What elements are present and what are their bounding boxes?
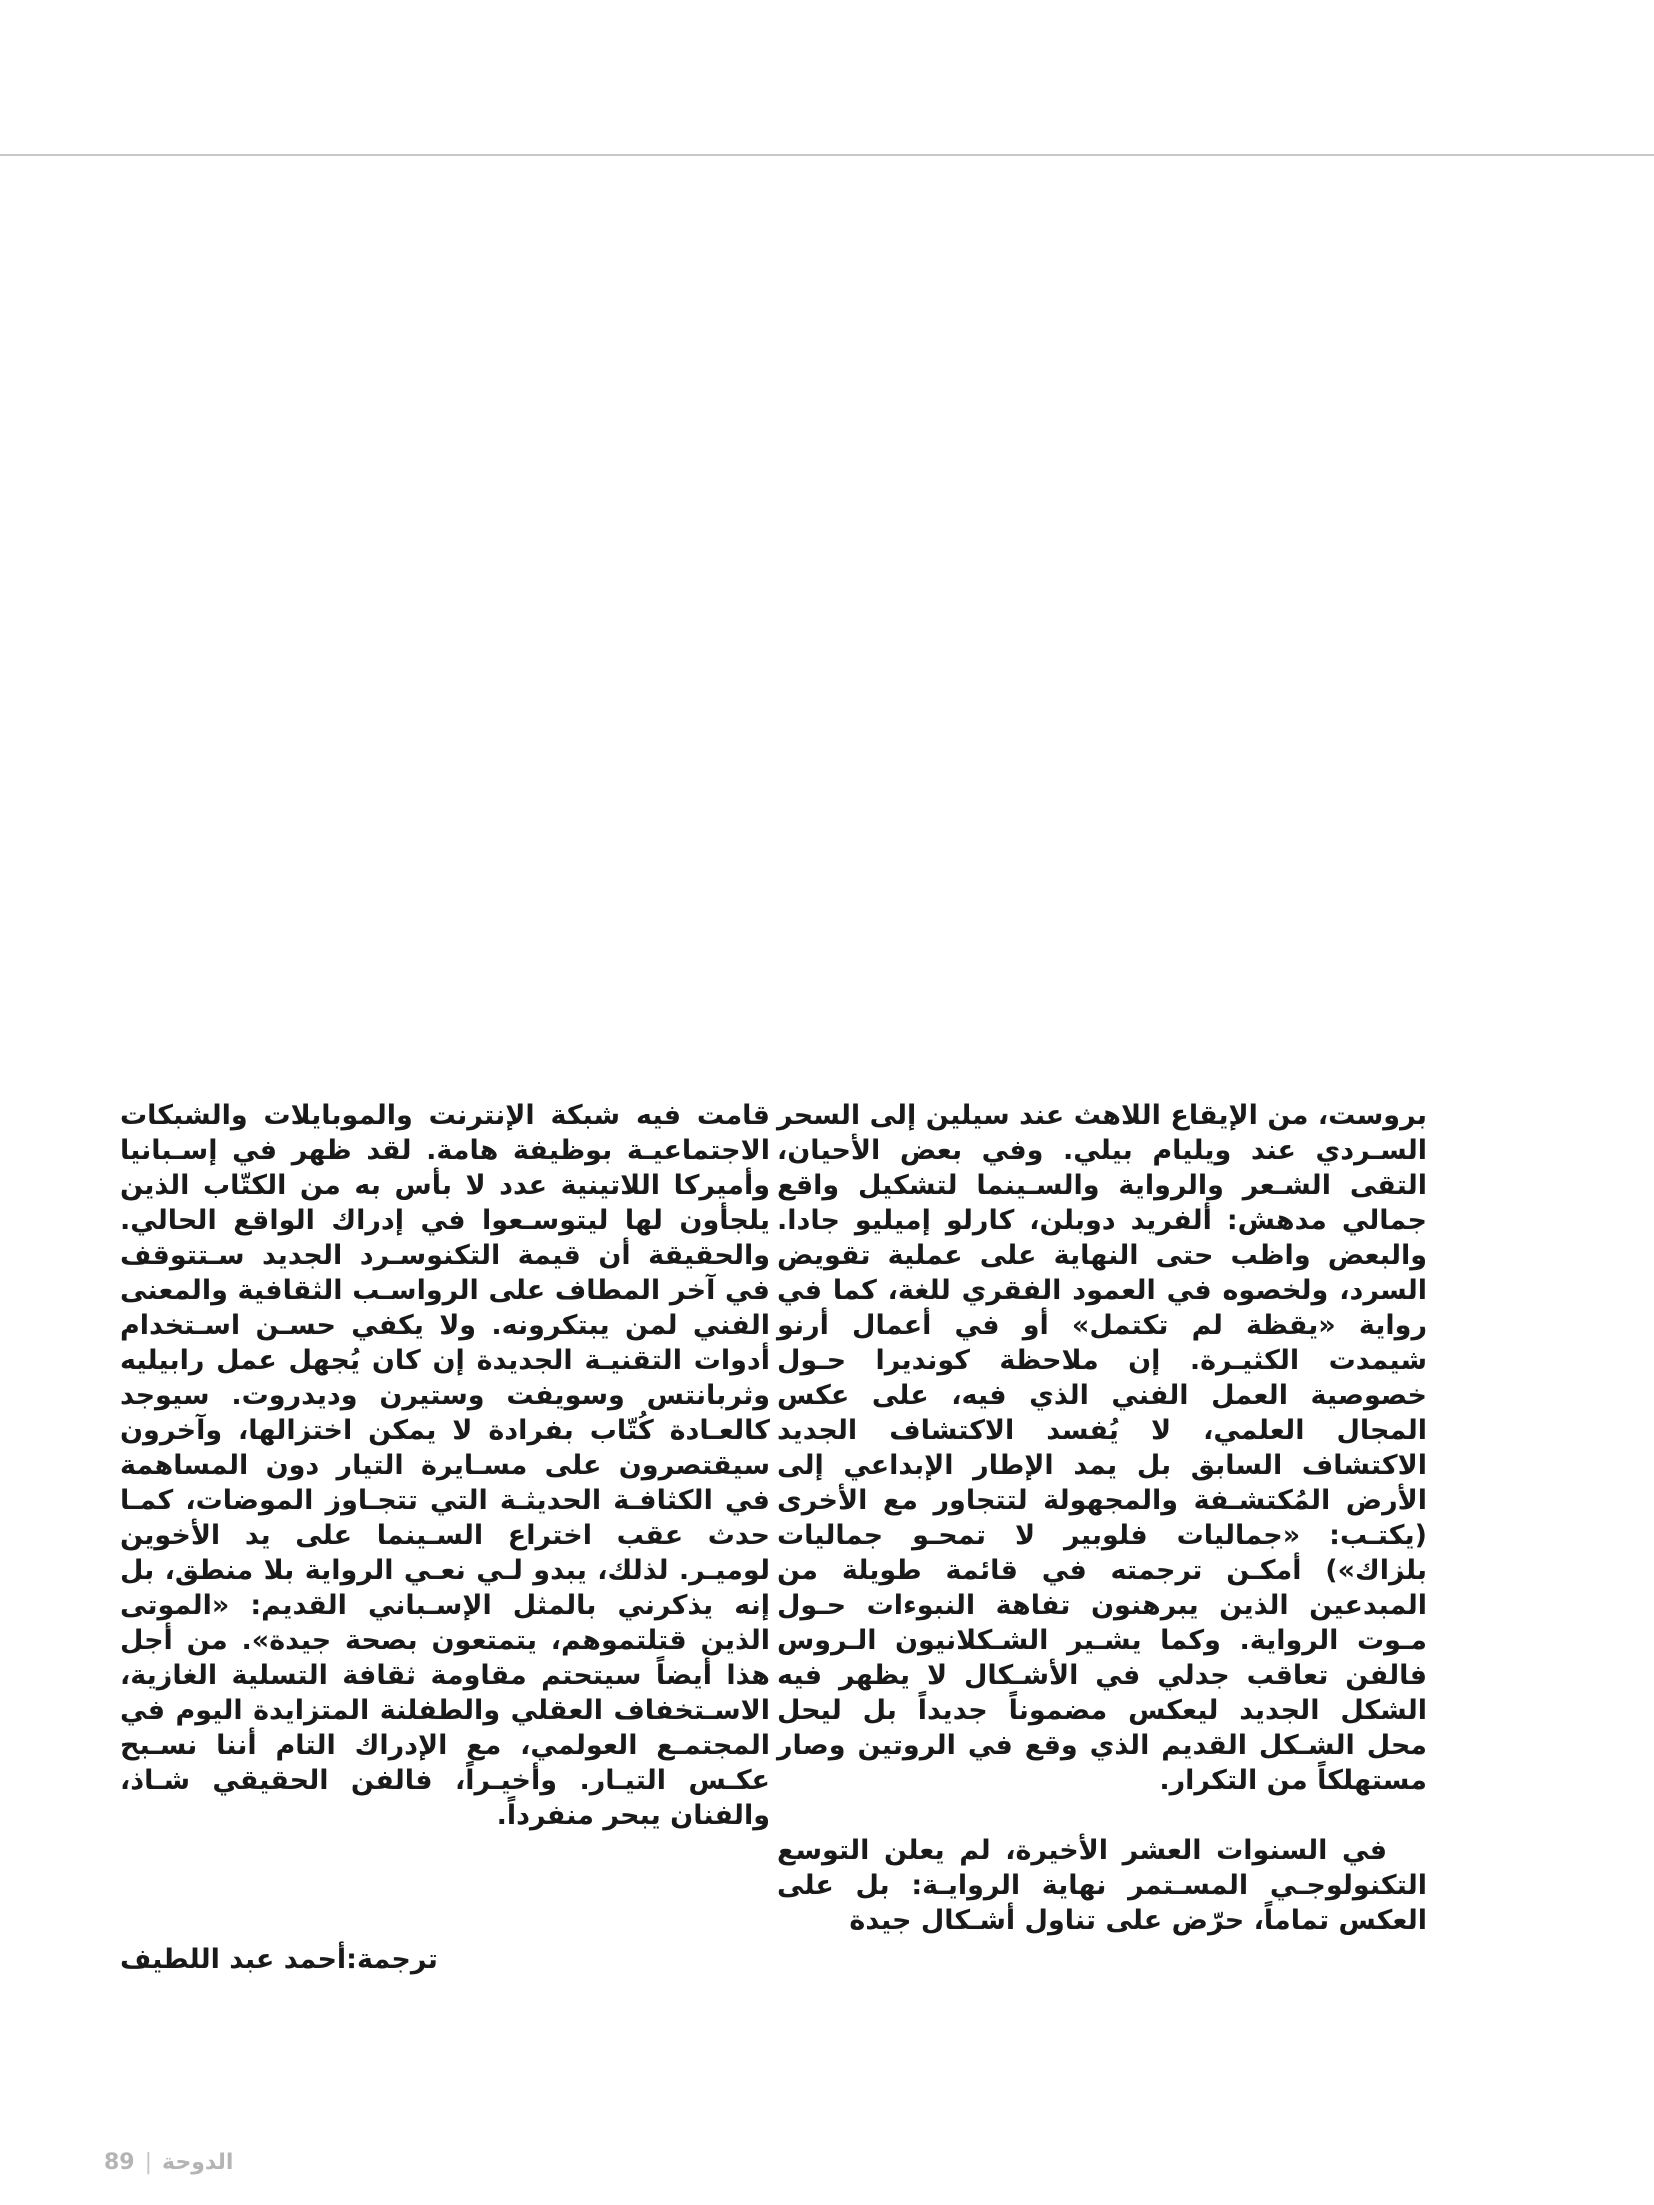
article-column-left — [120, 1098, 770, 1833]
page-number: 89 — [104, 2150, 135, 2175]
article-column-right — [777, 1098, 1427, 1938]
article-paragraph: في السنوات العشر الأخيرة، لم يعلن التوسع التكنولوجـي المسـتمر نهاية الروايـة: بل على العكس تماماً، حرّض على تناول أشـكال جيدة — [777, 1835, 1427, 1936]
magazine-logo: الدوحة — [162, 2150, 234, 2175]
article-paragraph: قامت فيه شبكة الإنترنت والموبايلات والشبكات الاجتماعيـة بوظيفة هامة. لقد ظهر في إسـبانيا وأميركا اللاتينية عدد لا بأس به من الكتّاب الذين يلجأون لها ليتوسـعوا في إدراك الواقع الحالي. والحقيقة أن قيمة التكنوسـرد الجديد سـتتوقف في آخر المطاف على الرواسـب الثقافية والمعنى الفني لمن يبتكرونه. ولا يكفي حسـن اسـتخدام أدوات التقنيـة الجديدة إن كان يُجهل عمل رابيليه وثربانتس وسويفت وستيرن وديدروت. سيوجد كالعـادة كُتّاب بفرادة لا يمكن اختزالها، وآخرون سيقتصرون على مسـايرة التيار دون المساهمة في الكثافـة الحديثـة التي تتجـاوز الموضات، كمـا حدث عقب اختراع السـينما على يد الأخوين لوميـر. لذلك، يبدو لـي نعـي الرواية بلا منطق، بل إنه يذكرني بالمثل الإسـباني القديم: «الموتى الذين قتلتموهم، يتمتعون بصحة جيدة». من أجل هذا أيضاً سيتحتم مقاومة ثقافة التسلية الغازية، الاسـتخفاف العقلي والطفلنة المتزايدة اليوم في المجتمـع العولمي، مع الإدراك التام أننا نسـبح عكـس التيـار. وأخيـراً، فالفن الحقيقي شـاذ، والفنان يبحر منفرداً. — [120, 1100, 770, 1831]
article-paragraph: بروست، من الإيقاع اللاهث عند سيلين إلى السحر السـردي عند ويليام بيلي. وفي بعض الأحيان، التقى الشـعر والرواية والسـينما لتشكيل واقع جمالي مدهش: ألفريد دوبلن، كارلو إميليو جادا. والبعض واظب حتى النهاية على عملية تقويض السرد، ولخصوه في العمود الفقري للغة، كما في رواية «يقظة لم تكتمل» أو في أعمال أرنو شيمدت الكثيـرة. إن ملاحظة كونديرا حـول خصوصية العمل الفني الذي فيه، على عكس المجال العلمي، لا يُفسد الاكتشاف الجديد الاكتشاف السابق بل يمد الإطار الإبداعي إلى الأرض المُكتشـفة والمجهولة لتتجاور مع الأخرى (يكتـب: «جماليات فلوبير لا تمحـو جماليات بلزاك») أمكـن ترجمته في قائمة طويلة من المبدعين الذين يبرهنون تفاهة النبوءات حـول مـوت الرواية. وكما يشـير الشـكلانيون الـروس فالفن تعاقب جدلي في الأشـكال لا يظهر فيه الشكل الجديد ليعكس مضموناً جديداً بل ليحل محل الشـكل القديم الذي وقع في الروتين وصار مستهلكاً من التكرار. — [777, 1100, 1427, 1796]
folio-separator: | — [144, 2150, 153, 2175]
header-rule — [0, 154, 1654, 156]
page-folio — [104, 2150, 233, 2175]
translator-credit: ترجمة:أحمد عبد اللطيف — [120, 1944, 438, 1975]
